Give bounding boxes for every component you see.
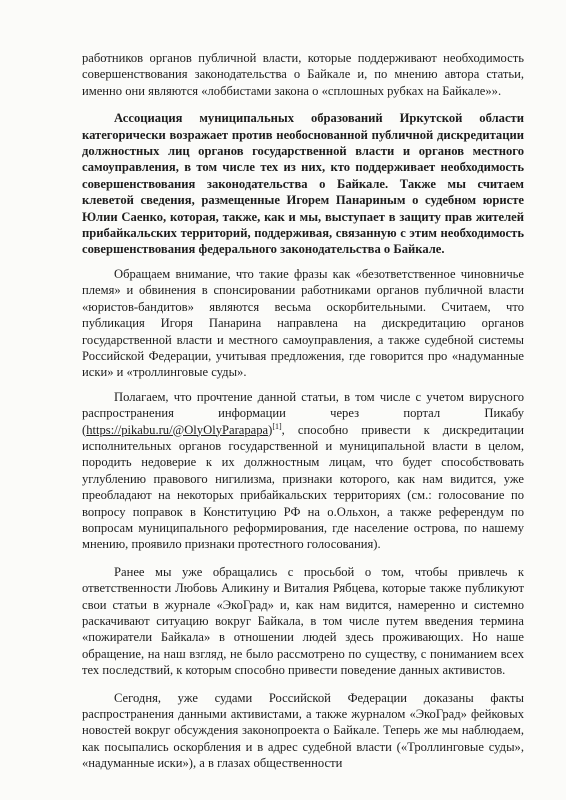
paragraph-viral-spread: Полагаем, что прочтение данной статьи, в том числе с учетом вирусного распространения информации через портал Пикабу (https://pikabu.ru/@OlyOlyParapapa)[1], способно привести к дискредитации исполнительных органов государственной и муниципальной власти в целом, породить недоверие к их должностным лицам, что будет способствовать углублению правового нигилизма, признаки которого, как нам видится, уже преобладают на некоторых прибайкальских территориях (см.: голосование по вопросу поправок в Конституцию РФ на о.Ольхон, а также референдум по вопросам муниципального реформирования, где население острова, по нашему мнению, проявило признаки протестного голосования). bbox=[82, 389, 524, 552]
paragraph-viral-spread-after: , способно привести к дискредитации исполнительных органов государственной и муниципальной власти в целом, породить недоверие к их должностным лицам, что будет способствовать углублению правового нигилизма, признаки которого, как нам видится, уже преобладают на некоторых прибайкальских территориях (см.: голосование по вопросу поправок в Конституцию РФ на о.Ольхон, а также референдум по вопросам муниципального реформирования, где население острова, по нашему мнению, проявило признаки протестного голосования). bbox=[82, 422, 524, 552]
paragraph-previous-appeal: Ранее мы уже обращались с просьбой о том, чтобы привлечь к ответственности Любовь Аликину и Виталия Рябцева, которые также публикуют свои статьи в журнале «ЭкоГрад» и, как нам видится, намеренно и системно раскачивают ситуацию вокруг Байкала, в том числе путем введения термина «пожиратели Байкала» в отношении людей здесь проживающих. Но наше обращение, на наш взгляд, не было рассмотрено по существу, с пониманием всех тех последствий, к которым способно привести поведение данных активистов. bbox=[82, 564, 524, 678]
paragraph-court-facts: Сегодня, уже судами Российской Федерации доказаны факты распространения данными активистами, а также журналом «ЭкоГрад» фейковых новостей вокруг обсуждения законопроекта о Байкале. Теперь же мы наблюдаем, как посыпались оскорбления и в адрес судебной власти («Троллинговые суды», «надуманные иски»), а в глазах общественности bbox=[82, 690, 524, 771]
paragraph-viral-spread-before: Полагаем, что прочтение данной статьи, в том числе с учетом вирусного распространения информации через портал Пикабу ( bbox=[82, 389, 524, 437]
paragraph-association-statement: Ассоциация муниципальных образований Иркутской области категорически возражает против необоснованной публичной дискредитации должностных лиц органов государственной власти и органов местного самоуправления, в том числе тех из них, кто поддерживает необходимость совершенствования законодательства о Байкале. Также мы считаем клеветой сведения, размещенные Игорем Панариным о судебном юристе Юлии Саенко, которая, также, как и мы, выступает в защиту прав жителей прибайкальских территорий, поддерживая, связанную с этим необходимость совершенствования федерального законодательства о Байкале. bbox=[82, 111, 524, 257]
pikabu-link[interactable]: https://pikabu.ru/@OlyOlyParapapa bbox=[86, 422, 269, 437]
paragraph-continuation: работников органов публичной власти, которые поддерживают необходимость совершенствования законодательства о Байкале и, по мнению автора статьи, именно они являются «лоббистами закона о «сплошных рубках на Байкале»». bbox=[82, 51, 524, 98]
footnote-ref[interactable]: [1] bbox=[272, 421, 282, 431]
paragraph-offensive-phrases: Обращаем внимание, что такие фразы как «безответственное чиновничье племя» и обвинения в спонсировании работниками органов публичной власти «юристов-бандитов» являются весьма оскорбительными. Считаем, что публикация Игоря Панарина направлена на дискредитацию органов государственной власти и местного самоуправления, а также судебной системы Российской Федерации, учитывая предложения, где говорится про «надуманные иски» и «троллинговые суды». bbox=[82, 266, 524, 380]
